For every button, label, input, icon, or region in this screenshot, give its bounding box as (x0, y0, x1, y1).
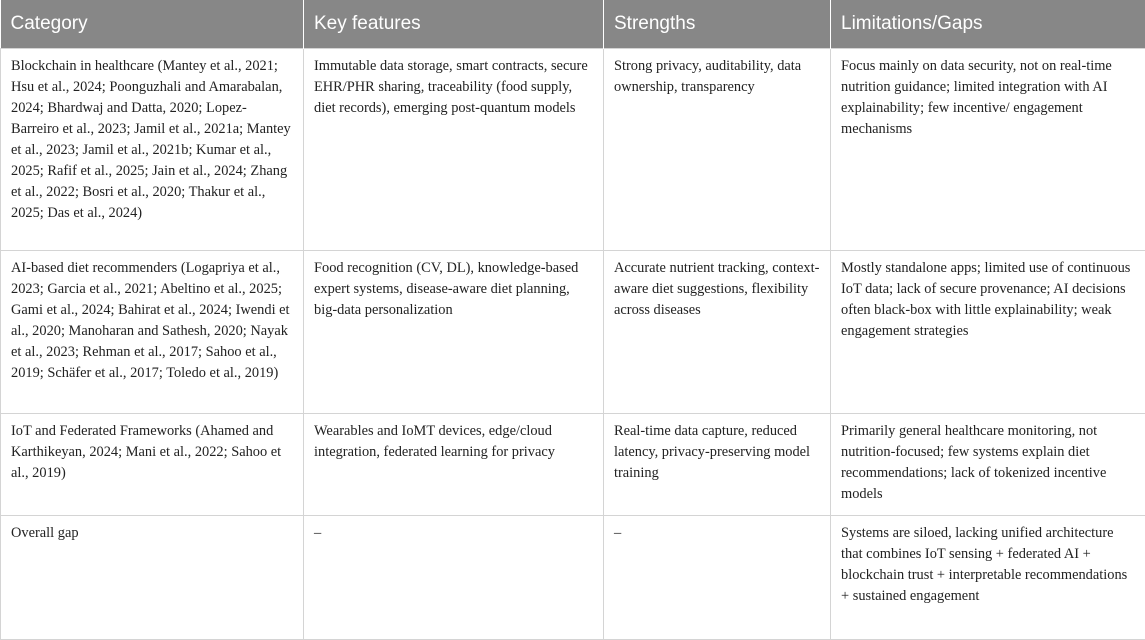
cell-strengths: Real-time data capture, reduced latency, privacy-preserving model training (604, 413, 831, 515)
header-strengths: Strengths (604, 0, 831, 48)
cell-strengths: Strong privacy, auditability, data ownership, transparency (604, 48, 831, 250)
cell-limitations-gaps: Mostly standalone apps; limited use of continuous IoT data; lack of secure provenance; AI decisions often black-box with little explainability; weak engagement strategies (831, 250, 1145, 413)
cell-strengths: – (604, 515, 831, 639)
cell-category: AI-based diet recommenders (Logapriya et al., 2023; Garcia et al., 2021; Abeltino et al., 2025; Gami et al., 2024; Bahirat et al., 2024; Iwendi et al., 2020; Manoharan and Sathesh, 2020; Nayak et al., 2023; Rehman et al., 2017; Sahoo et al., 2019; Schäfer et al., 2017; Toledo et al., 2019) (1, 250, 304, 413)
cell-key-features: Wearables and IoMT devices, edge/cloud integration, federated learning for privacy (304, 413, 604, 515)
cell-key-features: Food recognition (CV, DL), knowledge-based expert systems, disease-aware diet planning, big-data personalization (304, 250, 604, 413)
header-category: Category (1, 0, 304, 48)
header-row (1, 0, 1145, 48)
table-header (1, 0, 1145, 48)
cell-limitations-gaps: Systems are siloed, lacking unified architecture that combines IoT sensing + federated AI + blockchain trust + interpretable recommendations + sustained engagement (831, 515, 1145, 639)
cell-strengths: Accurate nutrient tracking, context-aware diet suggestions, flexibility across diseases (604, 250, 831, 413)
cell-category: Overall gap (1, 515, 304, 639)
cell-key-features: – (304, 515, 604, 639)
cell-category: Blockchain in healthcare (Mantey et al., 2021; Hsu et al., 2024; Poonguzhali and Amarabalan, 2024; Bhardwaj and Datta, 2020; Lopez-Barreiro et al., 2023; Jamil et al., 2021a; Mantey et al., 2023; Jamil et al., 2021b; Kumar et al., 2025; Rafif et al., 2025; Jain et al., 2024; Zhang et al., 2022; Bosri et al., 2020; Thakur et al., 2025; Das et al., 2024) (1, 48, 304, 250)
table-body (1, 48, 1145, 639)
table-row (1, 515, 1145, 639)
header-limitations-gaps: Limitations/Gaps (831, 0, 1145, 48)
table-row (1, 250, 1145, 413)
table-row (1, 48, 1145, 250)
cell-limitations-gaps: Focus mainly on data security, not on real-time nutrition guidance; limited integration with AI explainability; few incentive/ engagement mechanisms (831, 48, 1145, 250)
cell-limitations-gaps: Primarily general healthcare monitoring, not nutrition-focused; few systems explain diet recommendations; lack of tokenized incentive models (831, 413, 1145, 515)
cell-category: IoT and Federated Frameworks (Ahamed and Karthikeyan, 2024; Mani et al., 2022; Sahoo et al., 2019) (1, 413, 304, 515)
header-key-features: Key features (304, 0, 604, 48)
table-row (1, 413, 1145, 515)
cell-key-features: Immutable data storage, smart contracts, secure EHR/PHR sharing, traceability (food supply, diet records), emerging post-quantum models (304, 48, 604, 250)
